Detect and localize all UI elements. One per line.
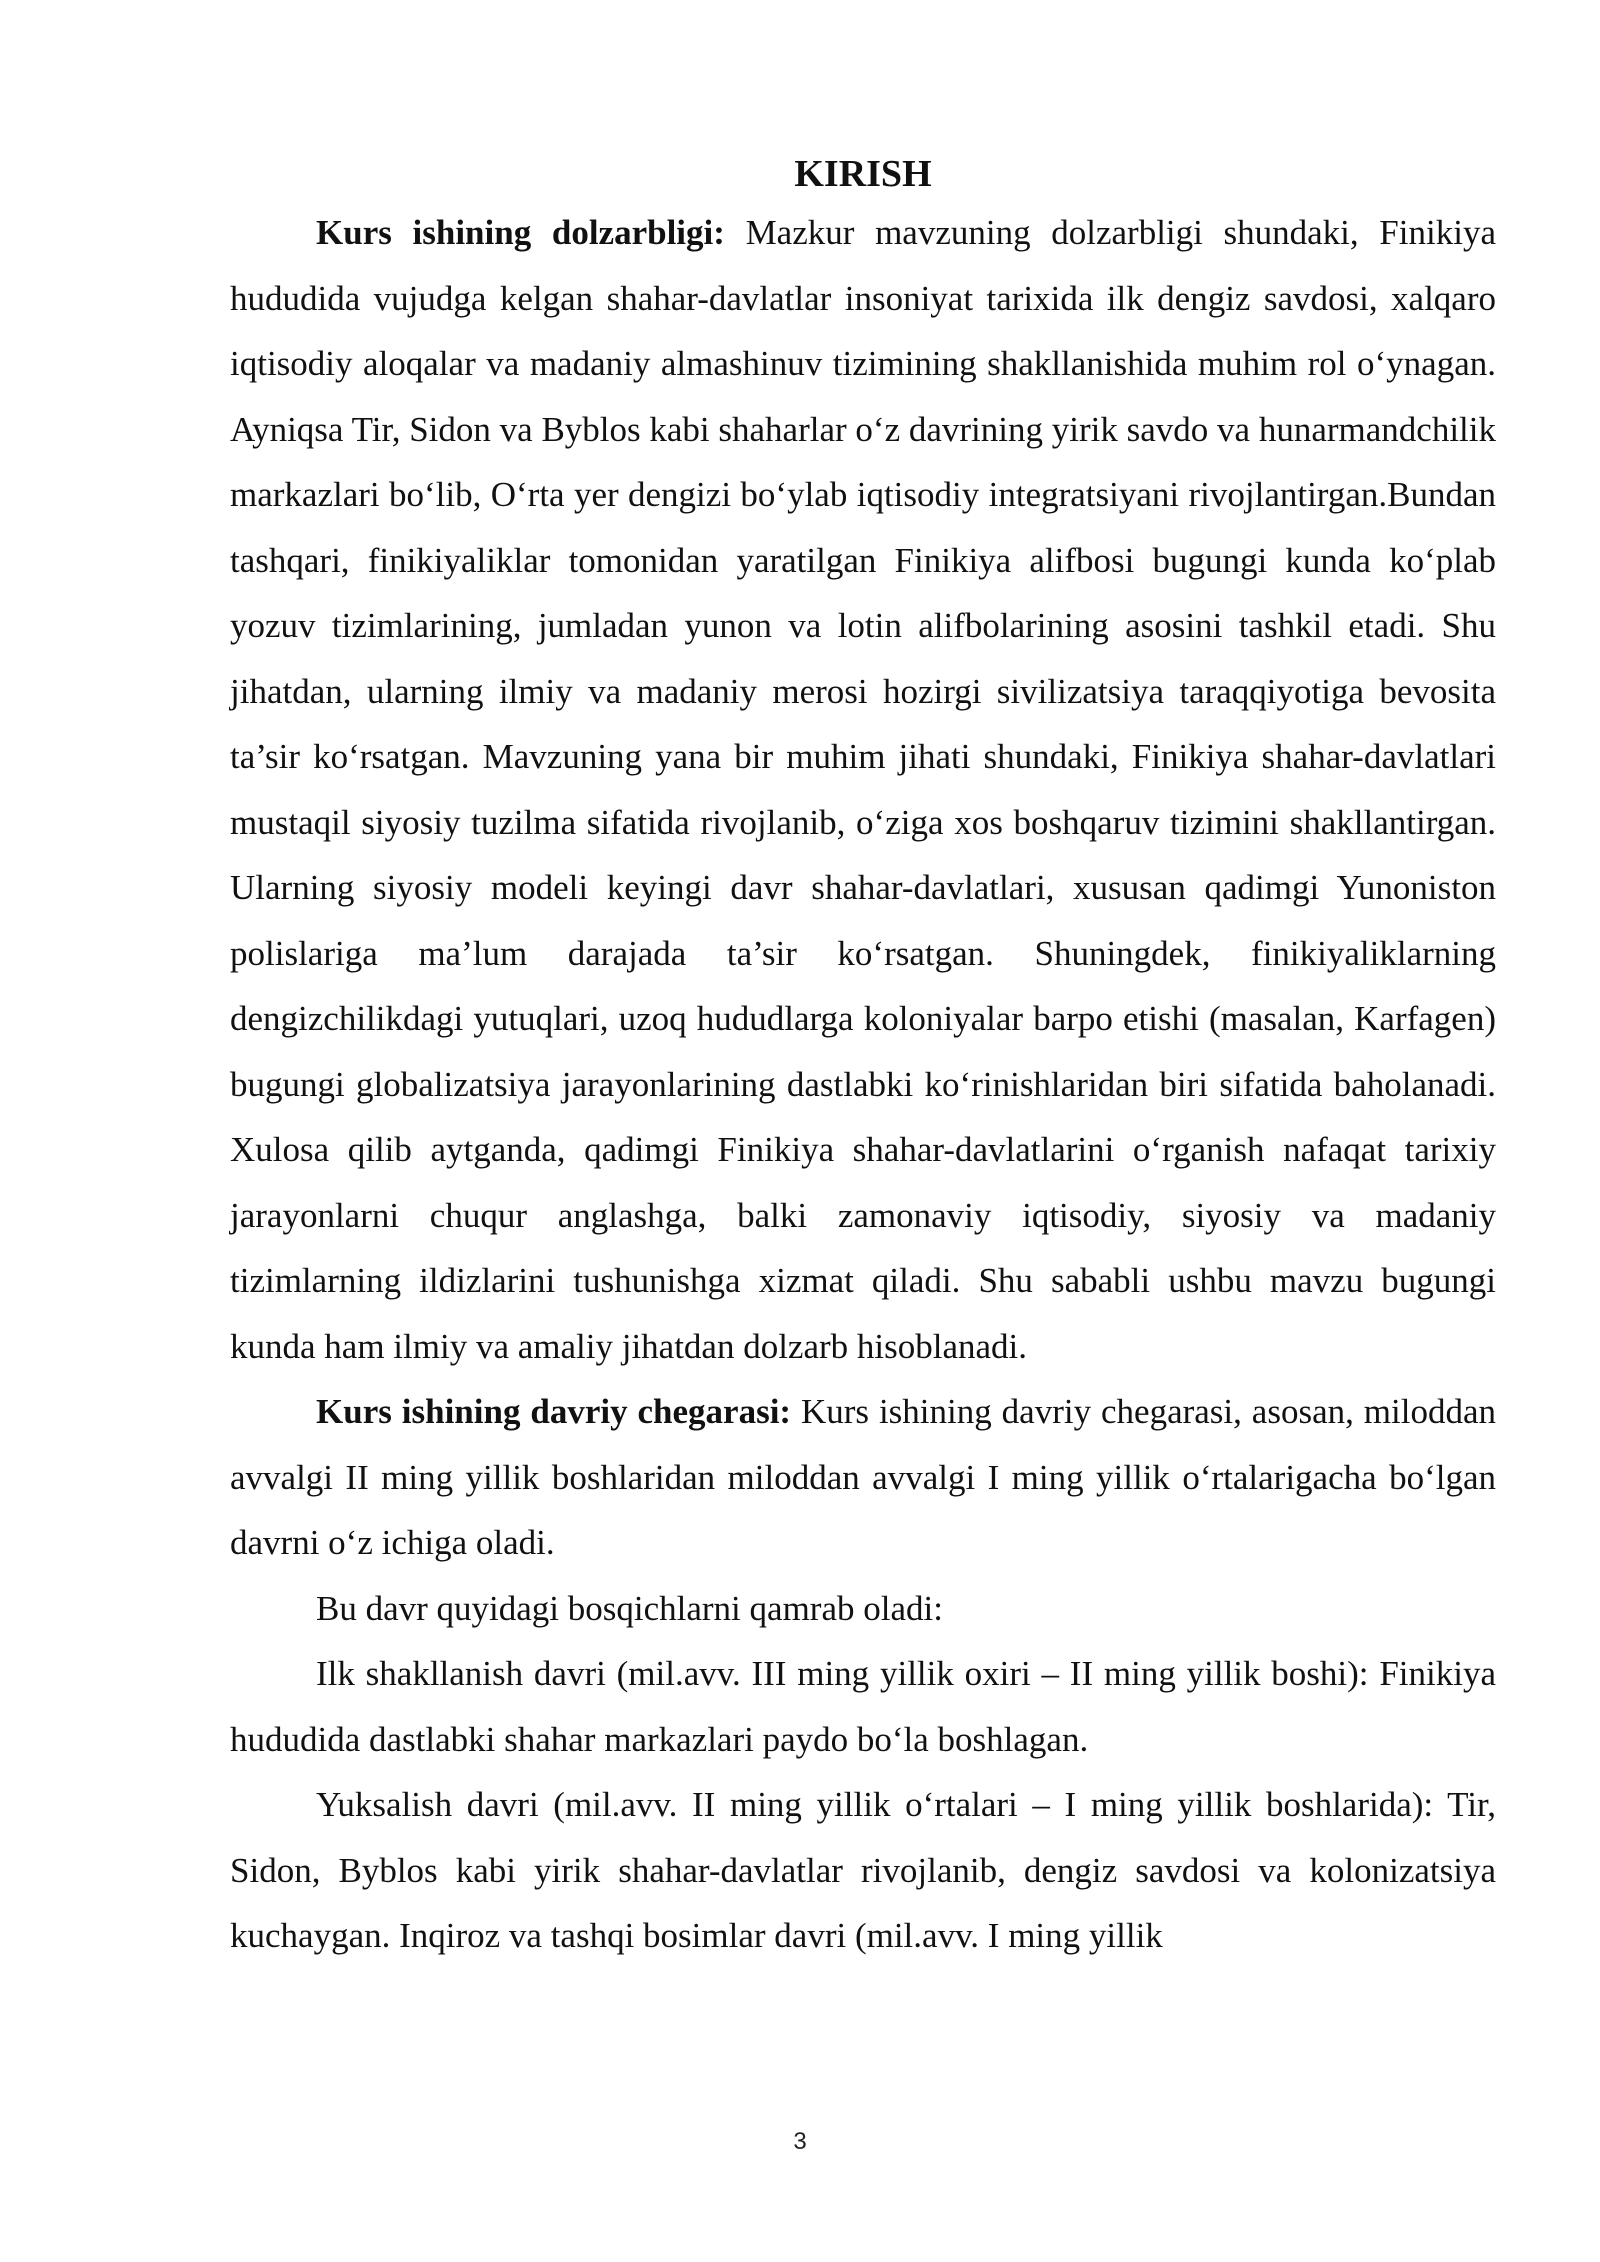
paragraph-stages-intro <box>230 1576 1496 1642</box>
paragraph-stage-early <box>230 1641 1496 1772</box>
section-title: KIRISH <box>794 153 932 195</box>
paragraph-stage-rise <box>230 1772 1496 1969</box>
paragraph-text: Ilk shakllanish davri (mil.avv. III ming yillik oxiri – II ming yillik boshi): Finikiya hududida dastlabki shahar markazlari paydo bo‘la boshlagan. <box>230 1654 1496 1759</box>
paragraph-lead: Kurs ishining davriy chegarasi: <box>316 1392 792 1431</box>
paragraph-period <box>230 1379 1496 1576</box>
paragraph-text: Bu davr quyidagi bosqichlarni qamrab oladi: <box>316 1588 943 1628</box>
paragraph-text: Yuksalish davri (mil.avv. II ming yillik o‘rtalari – I ming yillik boshlarida): Tir, Sidon, Byblos kabi yirik shahar-davlatlar rivojlanib, dengiz savdosi va kolonizatsiya kuchaygan. Inqiroz va tashqi bosimlar davri (mil.avv. I ming yillik <box>230 1785 1496 1955</box>
document-page <box>230 148 1496 1969</box>
page-number: 3 <box>793 2128 807 2155</box>
paragraph-relevance <box>230 200 1496 1379</box>
paragraph-text: Mazkur mavzuning dolzarbligi shundaki, Finikiya hududida vujudga kelgan shahar-davlatlar insoniyat tarixida ilk dengiz savdosi, xalqaro iqtisodiy aloqalar va madaniy almashinuv tizimining shakllanishida muhim rol o‘ynagan. Ayniqsa Tir, Sidon va Byblos kabi shaharlar o‘z davrining yirik savdo va hunarmandchilik markazlari bo‘lib, O‘rta yer dengizi bo‘ylab iqtisodiy integratsiyani rivojlantirgan.Bundan tashqari, finikiyaliklar tomonidan yaratilgan Finikiya alifbosi bugungi kunda ko‘plab yozuv tizimlarining, jumladan yunon va lotin alifbolarining asosini tashkil etadi. Shu jihatdan, ularning ilmiy va madaniy merosi hozirgi sivilizatsiya taraqqiyotiga bevosita ta’sir ko‘rsatgan. Mavzuning yana bir muhim jihati shundaki, Finikiya shahar-davlatlari mustaqil siyosiy tuzilma sifatida rivojlanib, o‘ziga xos boshqaruv tizimini shakllantirgan. Ularning siyosiy modeli keyingi davr shahar-davlatlari, xususan qadimgi Yunoniston polislariga ma’lum darajada ta’sir ko‘rsatgan. Shuningdek, finikiyaliklarning dengizchilikdagi yutuqlari, uzoq hududlarga koloniyalar barpo etishi (masalan, Karfagen) bugungi globalizatsiya jarayonlarining dastlabki ko‘rinishlaridan biri sifatida baholanadi. Xulosa qilib aytganda, qadimgi Finikiya shahar-davlatlarini o‘rganish nafaqat tarixiy jarayonlarni chuqur anglashga, balki zamonaviy iqtisodiy, siyosiy va madaniy tizimlarning ildizlarini tushunishga xizmat qiladi. Shu sababli ushbu mavzu bugungi kunda ham ilmiy va amaliy jihatdan dolzarb hisoblanadi. <box>230 213 1496 1366</box>
paragraph-text: Kurs ishining davriy chegarasi, asosan, miloddan avvalgi II ming yillik boshlaridan miloddan avvalgi I ming yillik o‘rtalarigacha bo‘lgan davrni o‘z ichiga oladi. <box>230 1392 1496 1562</box>
paragraph-lead: Kurs ishining dolzarbligi: <box>316 213 725 252</box>
